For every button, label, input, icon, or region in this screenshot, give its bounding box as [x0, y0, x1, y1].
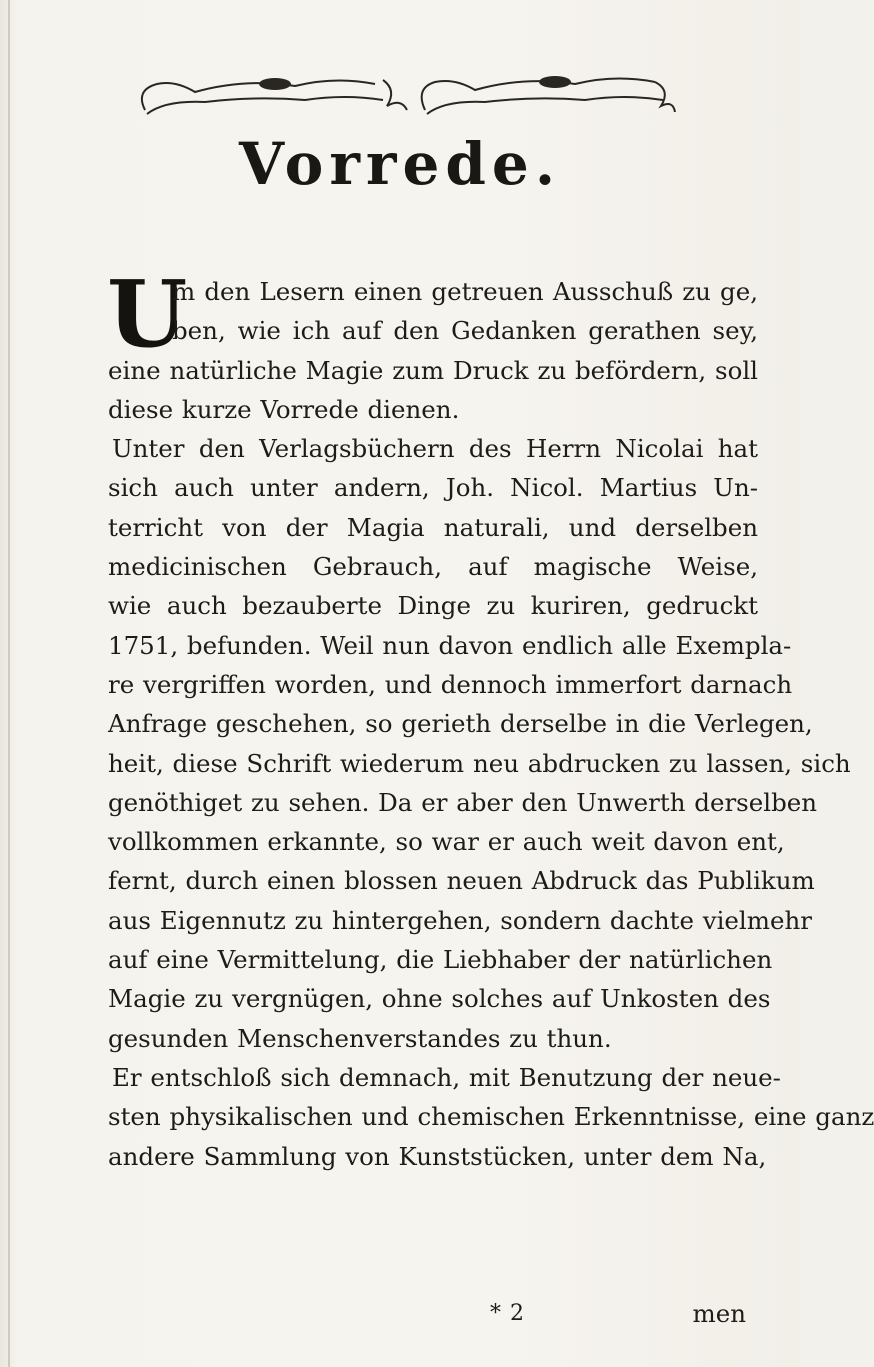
page-title: Vorrede. — [238, 130, 562, 198]
text-line: ben, wie ich auf den Gedanken gerathen sey, — [172, 316, 758, 346]
page-footer — [108, 1296, 758, 1332]
preface-text — [108, 272, 874, 1176]
text-line: auf eine Vermittelung, die Liebhaber der natürlichen — [108, 945, 773, 975]
text-line: Unter den Verlagsbüchern des Herrn Nicolai hat — [112, 434, 758, 464]
text-line: Er entschloß sich demnach, mit Benutzung der neue- — [112, 1062, 781, 1092]
text-line: genöthiget zu sehen. Da er aber den Unwerth derselben — [108, 787, 818, 817]
text-line: terricht von der Magia naturali, und derselben — [108, 512, 758, 542]
text-line: aus Eigennutz zu hintergehen, sondern dachte vielmehr — [108, 905, 812, 935]
text-line: andere Sammlung von Kunststücken, unter dem Na, — [108, 1141, 767, 1171]
signature-mark: * 2 — [490, 1301, 525, 1326]
text-line: re vergriffen worden, und dennoch immerfort darnach — [108, 669, 793, 699]
drop-cap-initial: U — [107, 260, 188, 368]
text-line: wie auch bezauberte Dinge zu kuriren, gedruckt — [108, 591, 758, 621]
headpiece-ornament — [135, 70, 675, 122]
page-binding-edge — [8, 0, 10, 1367]
text-line: Anfrage geschehen, so gerieth derselbe in die Verlegen, — [108, 709, 813, 739]
text-line: diese kurze Vorrede dienen. — [108, 394, 460, 424]
catchword: men — [692, 1299, 746, 1328]
text-line: sich auch unter andern, Joh. Nicol. Martius Un- — [108, 473, 758, 503]
text-line: 1751, befunden. Weil nun davon endlich alle Exempla- — [108, 630, 792, 660]
text-line: sten physikalischen und chemischen Erkenntnisse, eine ganz — [108, 1102, 874, 1132]
text-line: medicinischen Gebrauch, auf magische Weise, — [108, 552, 758, 582]
text-line: eine natürliche Magie zum Druck zu befördern, soll — [108, 355, 758, 385]
text-line: fernt, durch einen blossen neuen Abdruck das Publikum — [108, 866, 815, 896]
text-line: Magie zu vergnügen, ohne solches auf Unkosten des — [108, 984, 771, 1014]
text-line: m den Lesern einen getreuen Ausschuß zu ge, — [172, 277, 758, 306]
text-line: vollkommen erkannte, so war er auch weit davon ent, — [108, 827, 785, 857]
text-line: heit, diese Schrift wiederum neu abdrucken zu lassen, sich — [108, 748, 851, 778]
text-line: gesunden Menschenverstandes zu thun. — [108, 1023, 612, 1053]
